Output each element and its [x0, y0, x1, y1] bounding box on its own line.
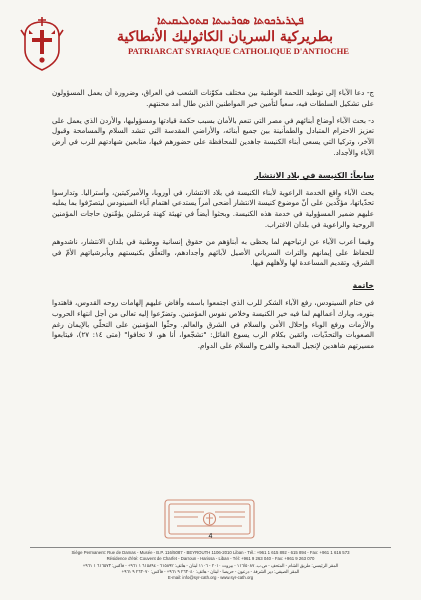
patriarchal-coat-of-arms-icon [15, 14, 69, 76]
paragraph-iraq: ج- دعا الآباء إلى توطيد اللحمة الوطنية بين مختلف مكوّنات الشعب في العراق، وضرورة أن يعمل المسؤولون على تشكيل السلطات فيه، سعياً لتأمين خير المواطنين الذين طال أمد محنتهم. [52, 88, 374, 108]
document-body [52, 88, 374, 358]
letterhead-syriac-title: ܦܛܪܝܪܟܘܬܐ ܣܘܪܝܝܬܐ ܩܬܘܠܝܩܝܬܐ [157, 14, 304, 27]
footer-address-arabic: المقر الرئيسي: طريق الشام - المتحف - ص.ب. ١١٦/٥٠٨٧ - بيروت ٢٠١٠ - ١١٠٦ لبنان - هاتف: ٦١٥٨٩٢ - ٦١٥٨٩٤ ١ ٩٦١+ - فاكس: ٦١٦٥٧٣ ١ ٩٦١+ [82, 562, 339, 568]
footer-address-french: Siège Permanent: Rue de Damas - Musée - B.P. 116/5087 - BEYROUTH 1106-2010 Liban - Tél.: +961 1 615 892 - 615 894 - Fax: +961 1 616 573 [71, 550, 350, 555]
footer-divider [30, 547, 391, 548]
section-title-conclusion: خاتمة [352, 281, 374, 291]
paragraph-conclusion: في ختام السينودس، رفع الآباء الشكر للرب الذي اجتمعوا باسمه وأفاض عليهم إلهامات روحه القدوس، فاهتدوا بنوره، وبارك أعمالهم لما فيه خير الكنيسة وخلاص نفوس المؤمنين. وتضرّعوا إليه تعالى من أجل انتهاء الحروب والأزمات ورفع الوباء وإحلال الأمن والسلام في الشرق والعالم. وحثّوا المؤمنين على التحلّي بالإيمان رغم الصعوبات والتحدّيات، واثقين بكلام الرب يسوع القائل: "تشجّعوا، أنا هو، لا تخافوا" (متى ١٤: ٢٧)، فيتابعوا مسيرتهم شاهدين لإنجيل المحبة والفرح والسلام على الدوام. [52, 297, 374, 351]
paragraph-middle-east: د- بحث الآباء أوضاع أبنائهم في مصر التي تنعم بالأمان بسبب حكمة قيادتها ومسؤوليها، والأردن الذي يعمل على تعزيز الاحترام المتبادل والطمأنينة بين جميع أبنائه، والأراضي المقدسة التي تنشد السلام والمسامحة وقبول الآخر، وتركيا التي يسعى أبناء الكنيسة جاهدين للمحافظة على حضورهم فيها، متابعين شهادتهم للرب في أرض الآباء والأجداد. [52, 115, 374, 157]
paragraph-diaspora-rights: وفيما أعرب الآباء عن ارتياحهم لما يحظى به أبناؤهم من حقوق إنسانية ووطنية في بلدان الانتشار، ناشدوهم للحفاظ على إيمانهم والتراث السرياني الأصيل لآبائهم وأجدادهم، والتعلّق بكنيستهم وبأبرشياتهم الأمّ في الشرق، وتقديم المساعدة لها ولأهلهم فيها. [52, 236, 374, 268]
section-title-diaspora: سابعاً: الكنيسة في بلاد الانتشار [254, 170, 374, 180]
letterhead-footer [20, 550, 401, 581]
footer-web-email: E-mail: info@syr-cath.org - www.syr-cath.org [167, 575, 254, 581]
letterhead-french-title: PATRIARCAT SYRIAQUE CATHOLIQUE D'ANTIOCHE [128, 46, 349, 56]
letterhead-title-block [116, 14, 349, 56]
paragraph-diaspora-ministry: بحث الآباء واقع الخدمة الراعوية لأبناء الكنيسة في بلاد الانتشار، في أوروبا، والأميركيتين، وأستراليا. وتدارسوا تحدّياتها، مؤكّدين على أنّ موضوع كنيسة الانتشار أضحى أمراً يستدعي اهتمام آباء السينودس ليتصرّفوا بما يمليه عليهم ضمير المسؤولية في خدمة هذه الكنيسة. وبحثوا أيضاً في تهيئة كهنة مُرسَلين يؤمّنون حاجات المؤمنين الروحية والراعوية في بلدان الاغتراب. [52, 187, 374, 229]
footer-summer-residence-arabic: المقر الصيفي: دير الشرفة - درعون - حريصا - لبنان - هاتف: ٢٦٣٠٤٠ ٩ ٩٦١+ - فاكس: ٢٦٣٠٧٠ ٩ ٩٦١+ [121, 568, 300, 574]
page-number: 4 [208, 533, 213, 540]
letterhead-arabic-title: بطريركية السريان الكاثوليك الأنطاكية [116, 29, 333, 45]
footer-summer-residence-french: Résidence d'été: Couvent de Charfet - Darroun - Harissa - Liban - Tél: +961 9 263 040 - Fax: +961 9 263 070 [106, 556, 315, 562]
letterhead [0, 14, 421, 80]
